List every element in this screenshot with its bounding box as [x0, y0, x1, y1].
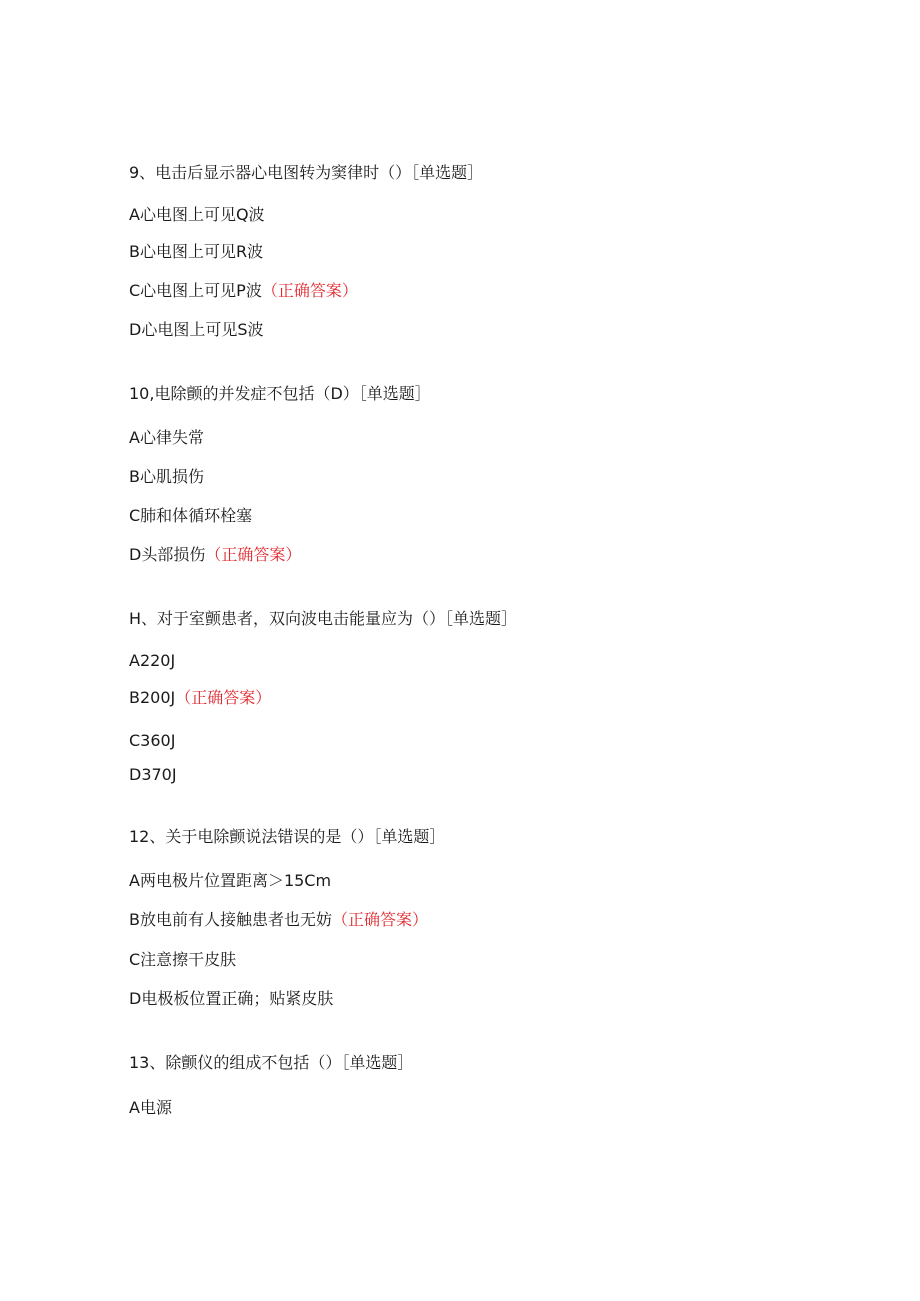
question-h-option-b	[129, 688, 271, 708]
question-10-option-c	[129, 506, 252, 526]
question-12-option-a	[129, 871, 331, 891]
option-text: C心电图上可见P波	[129, 281, 262, 300]
option-text: D电极板位置正确；贴紧皮肤	[129, 989, 334, 1008]
question-13-option-a	[129, 1098, 172, 1118]
correct-answer-mark: （正确答案）	[261, 281, 358, 300]
option-text: A两电极片位置距离＞15Cm	[129, 871, 332, 890]
question-10-option-b	[129, 467, 204, 487]
question-9-title: 9、电击后显示器心电图转为窦律时（）［单选题］	[129, 163, 484, 182]
option-text: B心电图上可见R波	[129, 242, 264, 261]
option-text: B放电前有人接触患者也无妨	[129, 910, 332, 929]
option-text: C注意擦干皮肤	[129, 950, 237, 969]
correct-answer-mark: （正确答案）	[175, 688, 272, 707]
question-h-option-a	[129, 651, 175, 671]
question-13-title: 13、除颤仪的组成不包括（）［单选题］	[129, 1053, 414, 1072]
option-text: A心律失常	[129, 428, 204, 447]
option-text: D心电图上可见S波	[129, 320, 264, 339]
option-text: B心肌损伤	[129, 467, 204, 486]
option-text: A心电图上可见Q波	[129, 205, 265, 224]
question-h-option-c	[129, 731, 175, 751]
question-h-title: H、对于室颤患者，双向波电击能量应为（）［单选题］	[129, 609, 518, 628]
question-12-option-d	[129, 989, 333, 1009]
question-10-option-d	[129, 545, 301, 565]
question-12-option-b	[129, 910, 428, 930]
question-10-option-a	[129, 428, 204, 448]
question-10-title: 10,电除颤的并发症不包括（D）［单选题］	[129, 384, 431, 403]
option-text: A电源	[129, 1098, 172, 1117]
question-h-option-d	[129, 765, 177, 785]
option-text: C肺和体循环栓塞	[129, 506, 253, 525]
option-text: B200J	[129, 688, 176, 707]
question-9-option-d	[129, 320, 263, 340]
option-text: D头部损伤	[129, 545, 206, 564]
question-12-option-c	[129, 950, 236, 970]
question-12-title: 12、关于电除颤说法错误的是（）［单选题］	[129, 827, 446, 846]
correct-answer-mark: （正确答案）	[205, 545, 302, 564]
correct-answer-mark: （正确答案）	[331, 910, 428, 929]
question-9-option-b	[129, 242, 263, 262]
option-text: A220J	[129, 651, 176, 670]
option-text: C360J	[129, 731, 176, 750]
question-9-option-c	[129, 281, 358, 301]
option-text: D370J	[129, 765, 177, 784]
question-9-option-a	[129, 205, 265, 225]
